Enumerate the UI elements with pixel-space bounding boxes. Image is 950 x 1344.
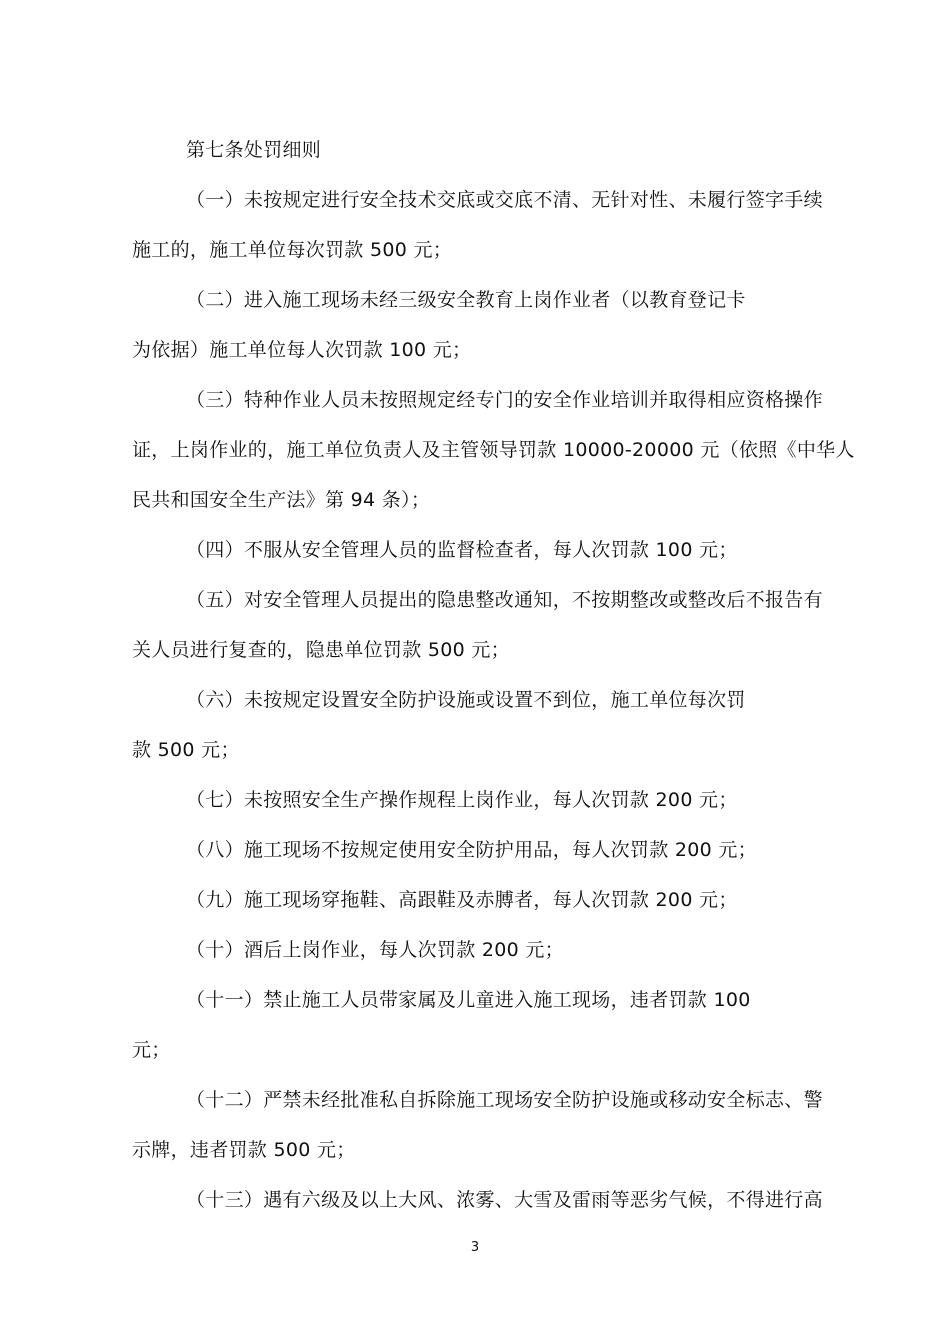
text-line: （八）施工现场不按规定使用安全防护用品，每人次罚款 200 元； bbox=[186, 839, 757, 861]
text-line: （十二）严禁未经批准私自拆除施工现场安全防护设施或移动安全标志、警 bbox=[186, 1089, 823, 1111]
text-line: （六）未按规定设置安全防护设施或设置不到位，施工单位每次罚 bbox=[186, 689, 746, 711]
text-line: （一）未按规定进行安全技术交底或交底不清、无针对性、未履行签字手续 bbox=[186, 189, 823, 211]
text-line: 示牌，违者罚款 500 元； bbox=[132, 1139, 356, 1161]
section-heading: 第七条处罚细则 bbox=[186, 139, 322, 161]
text-line: （十三）遇有六级及以上大风、浓雾、大雪及雷雨等恶劣气候，不得进行高 bbox=[186, 1189, 823, 1211]
text-line: （十）酒后上岗作业，每人次罚款 200 元； bbox=[186, 939, 564, 961]
text-line: 施工的，施工单位每次罚款 500 元； bbox=[132, 239, 453, 261]
text-line: 元； bbox=[132, 1039, 171, 1061]
page-number: 3 bbox=[470, 1240, 480, 1255]
text-line: 关人员进行复查的，隐患单位罚款 500 元； bbox=[132, 639, 510, 661]
text-line: 证，上岗作业的，施工单位负责人及主管领导罚款 10000-20000 元（依照《中华人 bbox=[132, 439, 855, 461]
text-line: 为依据）施工单位每人次罚款 100 元； bbox=[132, 339, 472, 361]
text-line: （九）施工现场穿拖鞋、高跟鞋及赤膊者，每人次罚款 200 元； bbox=[186, 889, 738, 911]
text-line: （四）不服从安全管理人员的监督检查者，每人次罚款 100 元； bbox=[186, 539, 738, 561]
text-line: （十一）禁止施工人员带家属及儿童进入施工现场，违者罚款 100 bbox=[186, 989, 751, 1011]
text-line: （七）未按照安全生产操作规程上岗作业，每人次罚款 200 元； bbox=[186, 789, 738, 811]
text-line: 民共和国安全生产法》第 94 条）； bbox=[132, 489, 431, 511]
text-line: 款 500 元； bbox=[132, 739, 240, 761]
text-line: （五）对安全管理人员提出的隐患整改通知，不按期整改或整改后不报告有 bbox=[186, 589, 823, 611]
text-line: （三）特种作业人员未按照规定经专门的安全作业培训并取得相应资格操作 bbox=[186, 389, 823, 411]
text-line: （二）进入施工现场未经三级安全教育上岗作业者（以教育登记卡 bbox=[186, 289, 746, 311]
